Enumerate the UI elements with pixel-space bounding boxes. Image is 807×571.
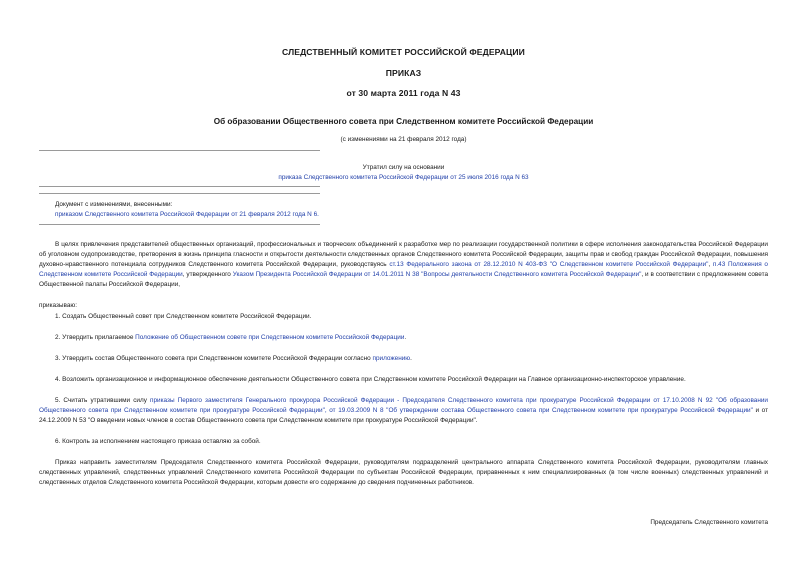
divider (39, 193, 320, 194)
changes-link[interactable]: приказом Следственного комитета Российской Федерации от 21 февраля 2012 года N 6. (55, 211, 319, 218)
order-item-1: 1. Создать Общественный совет при Следственном комитете Российской Федерации. (55, 313, 312, 320)
appendix-link[interactable]: приложению (372, 355, 411, 362)
order-item-3 (55, 354, 768, 364)
order-word: приказываю: (39, 302, 77, 309)
item-text: 3. Утвердить состав Общественного совета при Следственном комитете Российской Федерации согласно (55, 355, 373, 362)
amendments-note: (с изменениями на 21 февраля 2012 года) (340, 136, 467, 143)
doc-title: Об образовании Общественного совета при Следственном комитете Российской Федерации (213, 117, 594, 126)
item-text: 2. Утвердить прилагаемое (55, 334, 136, 341)
lost-force-link[interactable]: приказа Следственного комитета Российской Федерации от 25 июля 2016 года N 63 (278, 174, 529, 181)
preamble-paragraph (39, 240, 768, 290)
divider (39, 224, 320, 225)
repealed-orders-link[interactable]: приказы Первого заместителя Генерального прокурора Российской Федерации - Председателя Следственного комитета при прокуратуре Российской Федерации от 17.10.2008 N 92 "Об образовании Общественного совета при Следственном комитете при прокуратуре Российской Федерации", от 19.03.2009 N 8 "Об утверждении состава Общественного совета при Следственном комитете при прокуратуре Российской Федерации" (39, 397, 769, 414)
preamble-text: , (708, 260, 713, 268)
preamble-text: , и в соответствии с предложением совета Общественной палаты Российской Федерации, (39, 270, 769, 288)
item-text: 5. Считать утратившими силу (55, 397, 151, 404)
lost-force-label: Утратил силу на основании (362, 164, 445, 171)
regulation-link[interactable]: п.43 Положения о Следственном комитете Российской Федерации (39, 260, 768, 278)
regulation-doc-link[interactable]: Положение об Общественном совете при Следственном комитете Российской Федерации (135, 334, 405, 341)
divider (39, 150, 320, 151)
preamble-text: В целях привлечения представителей общественных организаций, профессиональных и творческих объединений к разработке мер по реализации государственной политики в сфере исполнения законодательства Российской Федерации об уголовном судопроизводстве, претворения в жизнь принципа гласности и открытости деятельности следственных органов Следственного комитета Российской Федерации, защиты прав и свобод граждан Российской Федерации, повышения духовно-нравственного потенциала сотрудников Следственного комитета Российской Федерации, руководствуясь (39, 241, 768, 268)
item-text: и от 24.12.2009 N 53 "О введении новых членов в состав Общественного совета при Следственном комитете при прокуратуре Российской Федерации". (39, 406, 768, 424)
doc-type: ПРИКАЗ (385, 68, 422, 78)
preamble-text: , утвержденного (182, 270, 233, 278)
signature-title: Председатель Следственного комитета (650, 519, 768, 526)
order-item-6: 6. Контроль за исполнением настоящего приказа оставляю за собой. (55, 438, 261, 445)
decree-link[interactable]: Указом Президента Российской Федерации от 14.01.2011 N 38 "Вопросы деятельности Следственного комитета Российской Федерации" (232, 270, 642, 278)
order-item-2 (55, 333, 768, 343)
divider (39, 186, 320, 187)
order-item-4: 4. Возложить организационное и информационное обеспечение деятельности Общественного совета при Следственном комитете Российской Федерации на Главное организационно-инспекторское управление. (55, 376, 686, 383)
org-name: СЛЕДСТВЕННЫЙ КОМИТЕТ РОССИЙСКОЙ ФЕДЕРАЦИИ (282, 47, 525, 57)
changes-label: Документ с изменениями, внесенными: (55, 201, 173, 208)
law-link[interactable]: ст.13 Федерального закона от 28.12.2010 N 403-ФЗ "О Следственном комитете Российской Федерации" (389, 260, 709, 268)
item-text: . (404, 334, 407, 341)
closing-paragraph: Приказ направить заместителям Председателя Следственного комитета Российской Федерации, руководителям подразделений центрального аппарата Следственного комитета Российской Федерации, руководителям главных следственных управлений, следственных управлений Следственного комитета Российской Федерации по субъектам Российской Федерации, приравненных к ним специализированных (в том числе военных) следственных управлений и следственных отделов Следственного комитета Российской Федерации, которым довести его содержание до сведения подчиненных работников. (39, 459, 768, 486)
order-item-5 (39, 396, 768, 426)
item-text: . (410, 355, 412, 362)
doc-date-number: от 30 марта 2011 года N 43 (346, 88, 461, 98)
